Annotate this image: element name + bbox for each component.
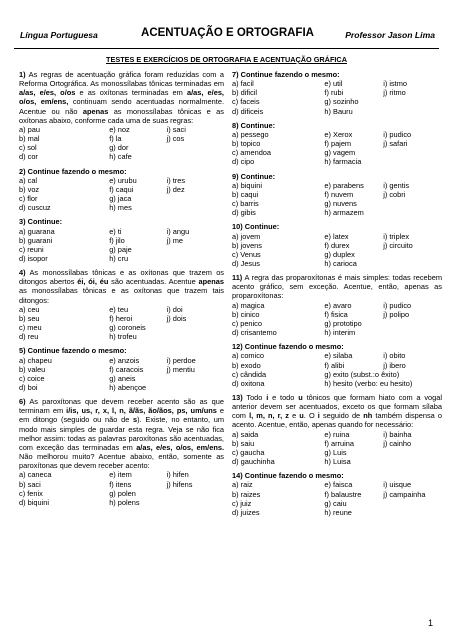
question-1 (19, 70, 224, 162)
question-10-title: 10) Continue: (232, 222, 280, 232)
option-item: a) raiz (232, 480, 253, 490)
question-5-title: 5) Continue fazendo o mesmo: (19, 346, 127, 356)
option-item: c) meu (19, 323, 42, 333)
option-item: e) noz (109, 124, 130, 134)
option-row (232, 430, 442, 439)
option-item (167, 143, 224, 152)
option-item: i) hifen (166, 470, 189, 480)
option-item: i) obito (383, 351, 406, 361)
option-item: b) dificil (232, 88, 258, 98)
option-item: g) paje (109, 244, 132, 254)
right-column (232, 70, 442, 522)
option-item: c) juiz (232, 498, 252, 508)
option-item (383, 448, 442, 457)
option-item (167, 498, 224, 507)
option-item (383, 508, 442, 517)
option-row (19, 176, 224, 185)
option-item: d) cipo (232, 157, 255, 167)
option-row (232, 181, 442, 190)
option-item (167, 323, 224, 332)
option-item: i) tres (166, 175, 186, 185)
option-item: j) polipo (383, 309, 410, 319)
option-item: i) saci (166, 124, 186, 134)
question-11 (232, 273, 442, 337)
option-item: b) seu (19, 313, 40, 323)
option-item: f) la (109, 134, 122, 144)
option-item: a) ceu (19, 304, 40, 314)
question-5-options (19, 356, 224, 393)
option-item (383, 499, 442, 508)
option-row (232, 490, 442, 499)
option-item: b) caqui (232, 189, 259, 199)
option-item: g) aneis (109, 373, 136, 383)
option-item: g) exito (subst.:o êxito) (324, 369, 400, 379)
option-item: g) dor (109, 143, 129, 153)
question-1-options (19, 125, 224, 162)
option-row (232, 241, 442, 250)
option-row (19, 143, 224, 152)
question-2 (19, 167, 224, 213)
option-row (232, 508, 442, 517)
option-item (383, 370, 442, 379)
option-item (167, 152, 224, 161)
question-8 (232, 121, 442, 167)
option-row (232, 157, 442, 166)
option-item (167, 194, 224, 203)
option-item: h) armazem (324, 208, 364, 218)
option-item: f) alibi (324, 360, 345, 370)
option-item: d) Jesus (232, 258, 260, 268)
option-item: d) reu (19, 332, 39, 342)
option-item: a) saida (232, 429, 259, 439)
question-9-title: 9) Continue: (232, 171, 276, 181)
option-item: h) cru (109, 253, 129, 263)
option-item: b) mal (19, 134, 40, 144)
option-row (19, 365, 224, 374)
option-row (19, 383, 224, 392)
question-9-options (232, 181, 442, 218)
option-item: c) penico (232, 318, 262, 328)
left-column (19, 70, 224, 512)
option-row (232, 319, 442, 328)
option-item: h) reune (324, 507, 352, 517)
option-row (19, 489, 224, 498)
question-11-options (232, 301, 442, 338)
option-item: a) guarana (19, 226, 55, 236)
option-item: d) dificeis (232, 106, 264, 116)
question-2-options (19, 176, 224, 213)
option-row (232, 499, 442, 508)
option-item: f) jilo (109, 235, 125, 245)
option-item: f) caracois (109, 364, 144, 374)
option-row (19, 374, 224, 383)
option-item: g) jaca (109, 194, 132, 204)
option-item: f) nuvem (324, 189, 354, 199)
option-item (383, 97, 442, 106)
option-item: h) Luisa (324, 457, 351, 467)
option-item: g) prototipo (324, 318, 362, 328)
option-item: d) cuscuz (19, 203, 51, 213)
option-item: d) crisantemo (232, 328, 277, 338)
option-item: e) parabens (324, 180, 364, 190)
option-item: b) jovens (232, 240, 262, 250)
option-item: j) ritmo (383, 88, 406, 98)
option-item: h) mes (109, 203, 132, 213)
option-item: j) mentiu (166, 364, 195, 374)
option-item (167, 374, 224, 383)
question-13-options (232, 430, 442, 467)
option-row (19, 480, 224, 489)
question-9 (232, 172, 442, 218)
option-row (232, 301, 442, 310)
option-row (232, 199, 442, 208)
option-item: e) avaro (324, 300, 352, 310)
option-row (19, 236, 224, 245)
option-row (19, 152, 224, 161)
option-item: i) uisque (383, 480, 412, 490)
option-item: a) cal (19, 175, 38, 185)
question-14-title: 14) Continue fazendo o mesmo: (232, 471, 344, 481)
option-row (232, 107, 442, 116)
option-row (232, 361, 442, 370)
question-11-text: 11) A regra das proparoxítonas é mais simples: todas recebem acento gráfico, sem exceção. Acentue, então, apenas as proparoxítonas: (232, 273, 442, 301)
option-item (167, 489, 224, 498)
option-item: g) caiu (324, 498, 347, 508)
option-item: e) Xerox (324, 129, 353, 139)
option-item: d) cor (19, 152, 38, 162)
question-6-text: 6) As paroxítonas que devem receber acento são as que terminam em i/is, us, r, x, l, n, ã/ãs, ão/ãos, ps, um/uns e em ditongo (seguido ou não de s). Existe, no entanto, um modo mais simples de guardar esta regra. Veja se não fica melhor assim: todas as palavras paroxítonas são acentuadas, com exceção das terminadas em a/as, e/es, o/os, em/ens. Não melhorou muito? Acentue abaixo, então, somente as paroxítonas que devem receber acento: (19, 397, 225, 471)
option-row (232, 88, 442, 97)
option-item: a) pau (19, 124, 40, 134)
page-title: ACENTUAÇÃO E ORTOGRAFIA (141, 27, 314, 39)
question-4-text: 4) As monossílabas tônicas e as oxítonas que trazem os ditongos abertos éi, ói, éu são acentuadas. Acentue apenas as monossílabas tônicas e as oxítonas que trazem tais ditongos: (19, 268, 224, 305)
page-number: 1 (427, 618, 433, 628)
option-item (383, 107, 442, 116)
option-item: h) cafe (109, 152, 132, 162)
option-row (19, 185, 224, 194)
option-row (19, 203, 224, 212)
option-item: d) oxitona (232, 378, 265, 388)
option-item: a) caneca (19, 470, 52, 480)
option-row (232, 130, 442, 139)
option-row (232, 259, 442, 268)
option-row (19, 470, 224, 479)
option-item: c) amendoa (232, 148, 272, 158)
question-3 (19, 217, 224, 263)
option-item (167, 332, 224, 341)
option-row (232, 190, 442, 199)
option-item: c) coice (19, 373, 45, 383)
option-item (167, 383, 224, 392)
option-row (232, 148, 442, 157)
question-14-options (232, 480, 442, 517)
option-item: e) ti (109, 226, 122, 236)
option-item: c) faceis (232, 97, 260, 107)
option-item: g) vagem (324, 148, 356, 158)
option-item: e) anzois (109, 355, 140, 365)
option-item: j) circuito (383, 240, 413, 250)
question-4-options (19, 305, 224, 342)
option-item: c) gaucha (232, 447, 265, 457)
option-item (383, 457, 442, 466)
option-item (167, 245, 224, 254)
option-row (19, 332, 224, 341)
option-row (232, 448, 442, 457)
option-item: i) doi (166, 304, 183, 314)
option-item: d) gibis (232, 208, 256, 218)
option-row (19, 323, 224, 332)
option-item: b) raizes (232, 489, 261, 499)
question-7 (232, 70, 442, 116)
option-row (232, 457, 442, 466)
option-row (232, 310, 442, 319)
option-row (232, 351, 442, 360)
option-item: h) hesito (verbo: eu hesito) (324, 378, 413, 388)
option-item: e) ruina (324, 429, 350, 439)
question-6 (19, 397, 224, 507)
option-item: c) barris (232, 199, 259, 209)
option-item: j) dez (166, 184, 185, 194)
option-item: b) cinico (232, 309, 260, 319)
option-item: j) safari (383, 139, 408, 149)
option-item: f) fisica (324, 309, 348, 319)
question-10-options (232, 232, 442, 269)
option-item: c) sol (19, 143, 37, 153)
option-item: c) fenix (19, 488, 43, 498)
option-item (383, 199, 442, 208)
question-8-options (232, 130, 442, 167)
option-item: d) gauchinha (232, 457, 275, 467)
option-row (19, 194, 224, 203)
option-item: j) cobri (383, 189, 406, 199)
option-row (232, 232, 442, 241)
option-item: e) teu (109, 304, 129, 314)
option-item: c) flor (19, 194, 38, 204)
option-row (232, 480, 442, 489)
option-item: j) hifens (166, 479, 193, 489)
option-item: a) chapeu (19, 355, 52, 365)
option-item: a) pessego (232, 129, 269, 139)
option-item: d) boi (19, 383, 38, 392)
option-row (19, 356, 224, 365)
option-item: a) comico (232, 351, 265, 361)
option-item (383, 379, 442, 388)
option-item: f) itens (109, 479, 132, 489)
option-item: a) magica (232, 300, 265, 310)
option-item: e) urubu (109, 175, 137, 185)
option-row (232, 250, 442, 259)
option-item: f) balaustre (324, 489, 362, 499)
question-5 (19, 346, 224, 392)
question-7-options (232, 79, 442, 116)
option-item (167, 254, 224, 263)
option-row (232, 208, 442, 217)
question-12-title: 12) Continue fazendo o mesmo: (232, 342, 344, 352)
question-3-options (19, 227, 224, 264)
question-7-title: 7) Continue fazendo o mesmo: (232, 70, 340, 79)
question-10 (232, 222, 442, 268)
option-item: c) Venus (232, 249, 261, 259)
page-header (16, 27, 439, 47)
option-item (383, 319, 442, 328)
question-3-title: 3) Continue: (19, 217, 63, 227)
option-item (383, 157, 442, 166)
option-item: h) trofeu (109, 332, 137, 342)
teacher-name: Professor Jason Lima (345, 30, 435, 40)
option-item: e) silaba (324, 351, 353, 361)
option-item: a) jovem (232, 231, 261, 241)
option-item: g) polen (109, 488, 136, 498)
option-item: d) biquini (19, 497, 49, 507)
option-item (383, 148, 442, 157)
option-item: a) facil (232, 79, 254, 89)
option-item: i) pudico (383, 300, 412, 310)
option-item: b) saci (19, 479, 41, 489)
option-item (383, 208, 442, 217)
question-8-title: 8) Continue: (232, 120, 276, 130)
option-row (19, 254, 224, 263)
option-row (19, 498, 224, 507)
question-2-title: 2) Continue fazendo o mesmo: (19, 166, 127, 176)
option-item: b) topico (232, 139, 261, 149)
option-row (232, 139, 442, 148)
option-row (19, 245, 224, 254)
option-item: e) util (324, 79, 343, 89)
option-item (167, 203, 224, 212)
option-item (383, 328, 442, 337)
option-item: a) biquini (232, 180, 262, 190)
option-item: f) rubi (324, 88, 344, 98)
option-item: i) triplex (383, 231, 410, 241)
option-item: f) durex (324, 240, 350, 250)
option-item: b) saiu (232, 438, 255, 448)
option-item: i) gentis (383, 180, 410, 190)
option-item: b) voz (19, 184, 40, 194)
option-item: g) coroneis (109, 323, 146, 333)
option-row (19, 125, 224, 134)
option-item: h) farmacia (324, 157, 362, 167)
option-item: i) perdoe (166, 355, 196, 365)
option-item: h) abençoe (109, 383, 147, 392)
option-item: j) ibero (383, 360, 406, 370)
option-item: c) reuni (19, 244, 44, 254)
question-14 (232, 471, 442, 517)
option-item: i) bainha (383, 429, 412, 439)
option-item: d) juizes (232, 507, 260, 517)
option-item: e) latex (324, 231, 349, 241)
option-item (383, 250, 442, 259)
option-item: h) carioca (324, 258, 357, 268)
option-item: j) campainha (383, 489, 426, 499)
option-item: b) exodo (232, 360, 261, 370)
option-item: g) Luis (324, 447, 347, 457)
option-item: f) arruina (324, 438, 354, 448)
option-row (232, 370, 442, 379)
question-13 (232, 393, 442, 466)
subject-label: Língua Portuguesa (20, 30, 98, 40)
question-4 (19, 268, 224, 341)
option-item: b) guarani (19, 235, 53, 245)
option-item: g) sozinho (324, 97, 359, 107)
option-item: b) valeu (19, 364, 46, 374)
question-1-text: 1) As regras de acentuação gráfica foram reduzidas com a Reforma Ortográfica. As monossílabas tônicas terminadas em a/as, e/es, o/os e as oxítonas terminadas em a/as, e/es, o/os, em/ens, continuam sendo acentuadas normalmente. Acentue ou não apenas as monossílabas tônicas e as oxítonas abaixo, conforme cada uma de suas regras: (19, 70, 224, 125)
option-item: h) Bauru (324, 106, 353, 116)
header-divider (14, 48, 439, 49)
option-row (232, 79, 442, 88)
option-item: c) cândida (232, 369, 267, 379)
option-row (232, 439, 442, 448)
option-item: j) dois (166, 313, 187, 323)
option-item: g) duplex (324, 249, 355, 259)
option-item: i) pudico (383, 129, 412, 139)
option-item: d) isopor (19, 253, 48, 263)
option-row (232, 97, 442, 106)
option-item: f) heroi (109, 313, 133, 323)
option-item: g) nuvens (324, 199, 357, 209)
option-item: e) faisca (324, 480, 353, 490)
option-item: f) caqui (109, 184, 134, 194)
question-6-options (19, 470, 224, 507)
option-item: j) me (166, 235, 184, 245)
option-row (232, 328, 442, 337)
option-item: e) item (109, 470, 132, 480)
option-item: h) interim (324, 328, 356, 338)
option-item (383, 259, 442, 268)
option-row (19, 227, 224, 236)
option-item: i) istmo (383, 79, 408, 89)
option-item: f) pajem (324, 139, 352, 149)
question-13-text: 13) Todo i e todo u tônicos que formam hiato com a vogal anterior devem ser acentuados, exceto os que formam sílaba com l, m, n, r, z e u. O i seguido de nh também dispensa o acento. Acentue, então, apenas quando for necessário: (232, 393, 443, 430)
question-12-options (232, 351, 442, 388)
option-item: h) polens (109, 497, 140, 507)
option-row (19, 134, 224, 143)
option-item: i) angu (166, 226, 190, 236)
option-row (19, 305, 224, 314)
option-row (19, 314, 224, 323)
option-item: j) cainho (383, 438, 412, 448)
question-12 (232, 342, 442, 388)
option-item: j) cos (166, 134, 185, 144)
worksheet-subtitle: TESTES E EXERCÍCIOS DE ORTOGRAFIA E ACENTUAÇÃO GRÁFICA (106, 55, 347, 64)
option-row (232, 379, 442, 388)
